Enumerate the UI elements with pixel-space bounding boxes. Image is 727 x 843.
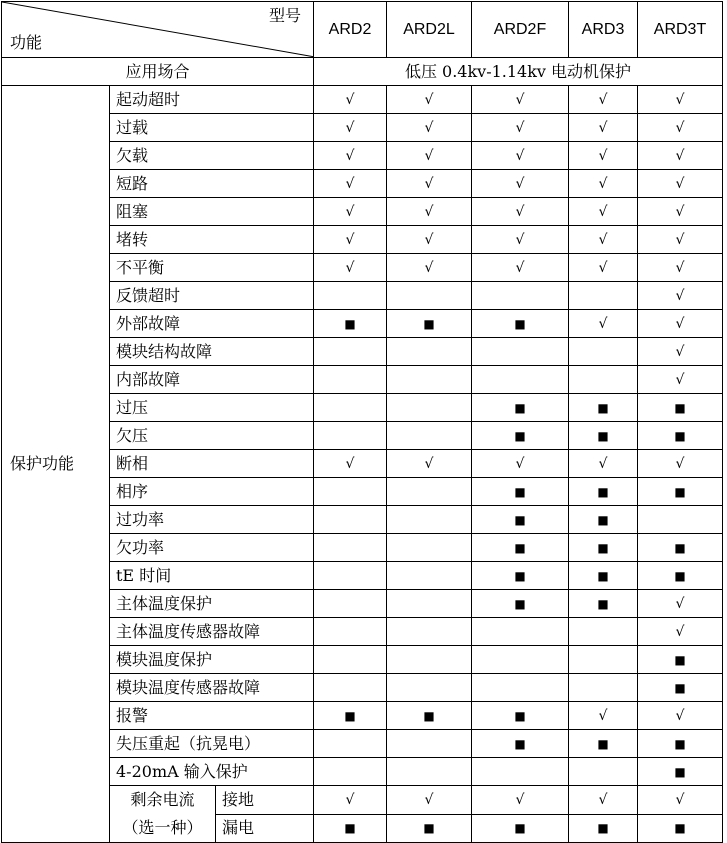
support-mark: √ <box>569 226 638 254</box>
support-mark: ■ <box>472 814 569 843</box>
support-mark: √ <box>314 86 387 114</box>
support-mark <box>472 366 569 394</box>
support-mark: ■ <box>638 394 723 422</box>
support-mark: ■ <box>569 590 638 618</box>
function-name: 主体温度保护 <box>110 590 314 618</box>
diagonal-divider <box>2 2 314 57</box>
function-name: 反馈超时 <box>110 282 314 310</box>
support-mark: ■ <box>638 562 723 590</box>
support-mark: √ <box>472 114 569 142</box>
table-row <box>2 478 723 506</box>
support-mark: √ <box>314 786 387 815</box>
function-name: 过压 <box>110 394 314 422</box>
support-mark <box>387 394 472 422</box>
support-mark: √ <box>314 142 387 170</box>
support-mark: √ <box>638 366 723 394</box>
function-name: 阻塞 <box>110 198 314 226</box>
support-mark <box>387 534 472 562</box>
support-mark <box>569 618 638 646</box>
support-mark: √ <box>638 142 723 170</box>
application-label: 应用场合 <box>2 58 314 86</box>
support-mark: ■ <box>638 534 723 562</box>
support-mark: √ <box>387 786 472 815</box>
function-name: 模块结构故障 <box>110 338 314 366</box>
function-name: 短路 <box>110 170 314 198</box>
table-row <box>2 786 723 815</box>
support-mark <box>569 646 638 674</box>
table-row <box>2 506 723 534</box>
table-row <box>2 562 723 590</box>
support-mark: ■ <box>638 478 723 506</box>
support-mark: √ <box>314 450 387 478</box>
support-mark: ■ <box>569 394 638 422</box>
support-mark: √ <box>472 170 569 198</box>
support-mark: ■ <box>472 422 569 450</box>
support-mark <box>314 394 387 422</box>
support-mark: ■ <box>314 310 387 338</box>
support-mark: ■ <box>569 422 638 450</box>
support-mark <box>387 562 472 590</box>
support-mark <box>387 618 472 646</box>
support-mark: √ <box>387 198 472 226</box>
table-row <box>2 254 723 282</box>
table-row <box>2 86 723 114</box>
support-mark <box>314 590 387 618</box>
function-name: 堵转 <box>110 226 314 254</box>
support-mark: ■ <box>569 562 638 590</box>
support-mark <box>314 534 387 562</box>
function-name: 相序 <box>110 478 314 506</box>
support-mark: √ <box>569 786 638 815</box>
support-mark <box>472 758 569 786</box>
support-mark: ■ <box>472 562 569 590</box>
function-name: 外部故障 <box>110 310 314 338</box>
support-mark: ■ <box>472 394 569 422</box>
support-mark: √ <box>638 338 723 366</box>
table-row <box>2 226 723 254</box>
support-mark: ■ <box>638 758 723 786</box>
support-mark <box>314 366 387 394</box>
support-mark <box>569 366 638 394</box>
support-mark: ■ <box>638 730 723 758</box>
support-mark <box>387 730 472 758</box>
function-name: 主体温度传感器故障 <box>110 618 314 646</box>
function-name: 失压重起（抗晃电） <box>110 730 314 758</box>
table-row <box>2 702 723 730</box>
support-mark: √ <box>472 254 569 282</box>
support-mark <box>314 674 387 702</box>
support-mark: √ <box>314 170 387 198</box>
support-mark <box>387 282 472 310</box>
table-row <box>2 590 723 618</box>
support-mark: √ <box>387 86 472 114</box>
corner-function-label: 功能 <box>10 33 43 52</box>
support-mark <box>387 506 472 534</box>
support-mark: ■ <box>472 478 569 506</box>
support-mark: ■ <box>472 590 569 618</box>
support-mark: √ <box>569 86 638 114</box>
support-mark <box>569 674 638 702</box>
support-mark: √ <box>638 590 723 618</box>
support-mark <box>314 282 387 310</box>
table-row <box>2 338 723 366</box>
support-mark <box>472 618 569 646</box>
support-mark: √ <box>472 86 569 114</box>
function-name: 模块温度传感器故障 <box>110 674 314 702</box>
support-mark: ■ <box>569 478 638 506</box>
support-mark: √ <box>472 226 569 254</box>
support-mark <box>387 646 472 674</box>
support-mark: ■ <box>472 534 569 562</box>
table-body <box>2 2 723 843</box>
support-mark: √ <box>314 254 387 282</box>
support-mark: ■ <box>387 702 472 730</box>
support-mark: √ <box>569 254 638 282</box>
table-row <box>2 198 723 226</box>
function-name: 过功率 <box>110 506 314 534</box>
support-mark: √ <box>472 142 569 170</box>
function-name: 欠压 <box>110 422 314 450</box>
function-name: 报警 <box>110 702 314 730</box>
table-row <box>2 114 723 142</box>
model-header: ARD3 <box>569 2 638 58</box>
table-row <box>2 758 723 786</box>
support-mark <box>569 282 638 310</box>
support-mark: √ <box>638 618 723 646</box>
function-name: 不平衡 <box>110 254 314 282</box>
support-mark: √ <box>472 786 569 815</box>
table-row <box>2 450 723 478</box>
table-row <box>2 646 723 674</box>
support-mark: √ <box>387 142 472 170</box>
support-mark: ■ <box>569 814 638 843</box>
support-mark: √ <box>314 226 387 254</box>
header-row <box>2 2 723 58</box>
support-mark <box>314 338 387 366</box>
function-model-table <box>1 1 723 843</box>
table-row <box>2 142 723 170</box>
support-mark <box>472 646 569 674</box>
residual-current-label <box>110 786 216 843</box>
support-mark <box>387 422 472 450</box>
support-mark <box>569 758 638 786</box>
support-mark <box>387 478 472 506</box>
function-name: 4-20mA 输入保护 <box>110 758 314 786</box>
application-value: 低压 0.4kv-1.14kv 电动机保护 <box>314 58 723 86</box>
support-mark: ■ <box>472 310 569 338</box>
function-name: 过载 <box>110 114 314 142</box>
corner-model-label: 型号 <box>268 6 301 25</box>
table-row <box>2 366 723 394</box>
function-name: 欠功率 <box>110 534 314 562</box>
residual-type-name: 漏电 <box>216 814 314 843</box>
support-mark: ■ <box>387 310 472 338</box>
support-mark <box>472 338 569 366</box>
support-mark: √ <box>569 114 638 142</box>
support-mark: √ <box>569 142 638 170</box>
function-name: 起动超时 <box>110 86 314 114</box>
support-mark <box>314 730 387 758</box>
function-name: tE 时间 <box>110 562 314 590</box>
support-mark: √ <box>638 198 723 226</box>
function-name: 内部故障 <box>110 366 314 394</box>
model-header: ARD2F <box>472 2 569 58</box>
model-header: ARD3T <box>638 2 723 58</box>
corner-header-cell <box>2 2 314 58</box>
residual-label-line2: （选一种） <box>122 818 203 837</box>
residual-type-name: 接地 <box>216 786 314 815</box>
support-mark <box>472 282 569 310</box>
support-mark: √ <box>638 450 723 478</box>
support-mark: √ <box>638 254 723 282</box>
function-name: 断相 <box>110 450 314 478</box>
table-row <box>2 422 723 450</box>
table-row <box>2 170 723 198</box>
model-header: ARD2L <box>387 2 472 58</box>
support-mark: √ <box>638 114 723 142</box>
support-mark: √ <box>569 170 638 198</box>
support-mark: √ <box>569 198 638 226</box>
support-mark: ■ <box>314 702 387 730</box>
support-mark: √ <box>387 450 472 478</box>
support-mark: √ <box>387 170 472 198</box>
support-mark <box>569 338 638 366</box>
support-mark: √ <box>569 450 638 478</box>
support-mark: √ <box>638 310 723 338</box>
table-row <box>2 674 723 702</box>
support-mark <box>314 506 387 534</box>
support-mark: √ <box>472 198 569 226</box>
support-mark: ■ <box>569 534 638 562</box>
function-name: 模块温度保护 <box>110 646 314 674</box>
support-mark: ■ <box>472 506 569 534</box>
support-mark: √ <box>569 702 638 730</box>
table-row <box>2 534 723 562</box>
support-mark <box>387 590 472 618</box>
support-mark <box>387 758 472 786</box>
support-mark: ■ <box>638 646 723 674</box>
table-row <box>2 282 723 310</box>
table-row <box>2 618 723 646</box>
support-mark <box>314 478 387 506</box>
support-mark: √ <box>638 86 723 114</box>
table-row <box>2 310 723 338</box>
support-mark <box>472 674 569 702</box>
support-mark: ■ <box>314 814 387 843</box>
support-mark: √ <box>638 786 723 815</box>
support-mark: √ <box>638 226 723 254</box>
support-mark: √ <box>314 198 387 226</box>
support-mark <box>638 506 723 534</box>
support-mark <box>314 758 387 786</box>
table-row <box>2 394 723 422</box>
support-mark: √ <box>472 450 569 478</box>
support-mark: √ <box>387 254 472 282</box>
protection-group-label: 保护功能 <box>2 86 110 843</box>
support-mark: ■ <box>569 730 638 758</box>
support-mark: √ <box>638 702 723 730</box>
model-header: ARD2 <box>314 2 387 58</box>
support-mark: √ <box>387 114 472 142</box>
support-mark: ■ <box>472 702 569 730</box>
support-mark: √ <box>314 114 387 142</box>
table-row <box>2 730 723 758</box>
support-mark <box>387 674 472 702</box>
support-mark: √ <box>638 170 723 198</box>
support-mark <box>314 646 387 674</box>
application-row <box>2 58 723 86</box>
support-mark: √ <box>638 282 723 310</box>
support-mark: ■ <box>638 814 723 843</box>
support-mark: ■ <box>472 730 569 758</box>
support-mark <box>387 338 472 366</box>
residual-label-line1: 剩余电流 <box>130 790 195 809</box>
support-mark <box>314 618 387 646</box>
function-name: 欠载 <box>110 142 314 170</box>
support-mark: ■ <box>387 814 472 843</box>
support-mark: √ <box>387 226 472 254</box>
support-mark: √ <box>569 310 638 338</box>
support-mark: ■ <box>569 506 638 534</box>
support-mark <box>314 422 387 450</box>
support-mark <box>387 366 472 394</box>
support-mark: ■ <box>638 422 723 450</box>
support-mark <box>314 562 387 590</box>
support-mark: ■ <box>638 674 723 702</box>
